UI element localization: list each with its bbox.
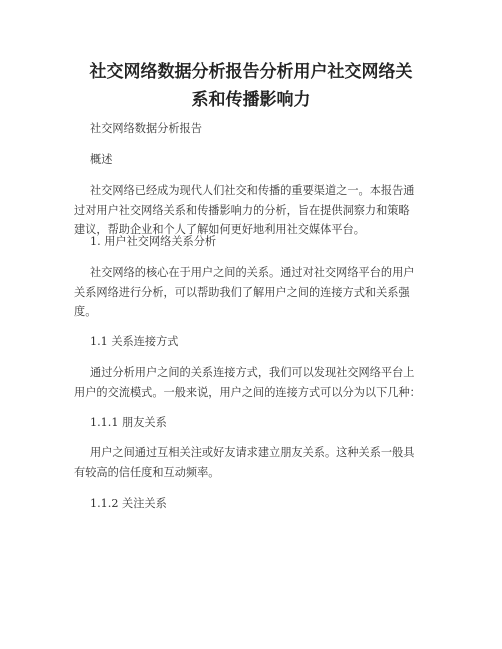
overview-line-3: 建议，帮助企业和个人了解如何更好地利用社交媒体平台。: [74, 223, 365, 236]
section1-line-1: 社交网络的核心在于用户之间的关系。通过对社交网络平台的用户: [90, 266, 415, 279]
section1-paragraph: [74, 263, 460, 322]
subtitle-text: 社交网络数据分析报告: [90, 122, 202, 135]
section1-1-1-line-1: 用户之间通过互相关注或好友请求建立朋友关系。这种关系一般具: [90, 446, 415, 459]
report-subtitle: [74, 119, 460, 139]
section1-1-2-heading: [74, 494, 460, 514]
overview-line-1: 社交网络已经成为现代人们社交和传播的重要渠道之一。本报告通: [90, 184, 415, 197]
section1-line-2: 关系网络进行分析，可以帮助我们了解用户之间的连接方式和关系强: [74, 285, 410, 299]
section1-1-heading: [74, 332, 460, 352]
overview-heading: [74, 150, 460, 170]
section1-heading: [74, 232, 460, 252]
title-line-1: 社交网络数据分析报告分析用户社交网络关: [89, 62, 413, 82]
document-title: [40, 58, 462, 114]
section1-1-line-2: 用户的交流模式。一般来说，用户之间的连接方式可以分为以下几种：: [74, 385, 421, 399]
section1-1-1-line-2: 有较高的信任度和互动频率。: [74, 465, 220, 479]
overview-line-2: 过对用户社交网络关系和传播影响力的分析，旨在提供洞察力和策略: [74, 203, 410, 217]
section1-1-line-1: 通过分析用户之间的关系连接方式，我们可以发现社交网络平台上: [90, 366, 415, 379]
section1-heading-text: 1. 用户社交网络关系分析: [90, 235, 217, 248]
section1-1-heading-text: 1.1 关系连接方式: [90, 335, 179, 348]
section1-line-3: 度。: [74, 305, 97, 318]
section1-1-1-heading-text: 1.1.1 朋友关系: [90, 416, 167, 429]
section1-1-1-heading: [74, 413, 460, 433]
section1-1-2-heading-text: 1.1.2 关注关系: [90, 497, 167, 510]
section1-1-1-paragraph: [74, 443, 460, 482]
section1-1-paragraph: [74, 363, 460, 402]
title-line-2: 系和传播影响力: [191, 90, 311, 110]
overview-paragraph: [74, 181, 460, 240]
overview-heading-text: 概述: [90, 153, 113, 166]
